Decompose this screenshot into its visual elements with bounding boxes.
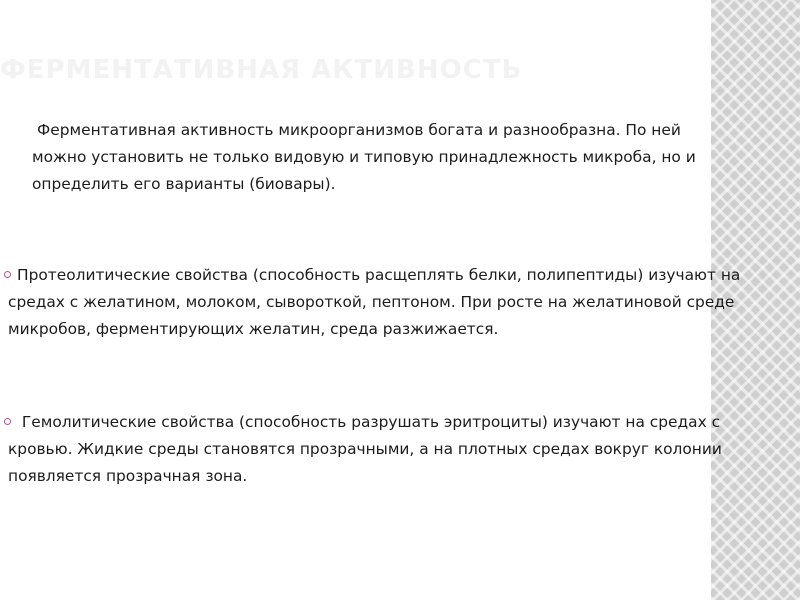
bullet-text: Протеолитические свойства (способность расщеплять белки, полипептиды) изучают на средах с желатином, молоком, сывороткой, пептоном. При росте на желатиновой среде микробов, ферментирующих желатин, среда разжижается. (8, 266, 741, 338)
intro-paragraph: Ферментативная активность микроорганизмов богата и разнообразна. По ней можно установить не только видовую и типовую принадлежность микроба, но и определить его варианты (биовары). (32, 121, 696, 193)
bullet-text: Гемолитические свойства (способность разрушать эритроциты) изучают на средах с кровью. Жидкие среды становятся прозрачными, а на плотных средах вокруг колонии появляется прозрачная зона. (8, 413, 722, 485)
circle-bullet-icon (4, 418, 11, 425)
circle-bullet-icon (4, 271, 11, 278)
bullet-item-proteolytic (8, 262, 743, 343)
bullet-item-hemolytic (8, 409, 768, 490)
slide-title: ФЕРМЕНТАТИВНАЯ АКТИВНОСТЬ (0, 55, 523, 85)
